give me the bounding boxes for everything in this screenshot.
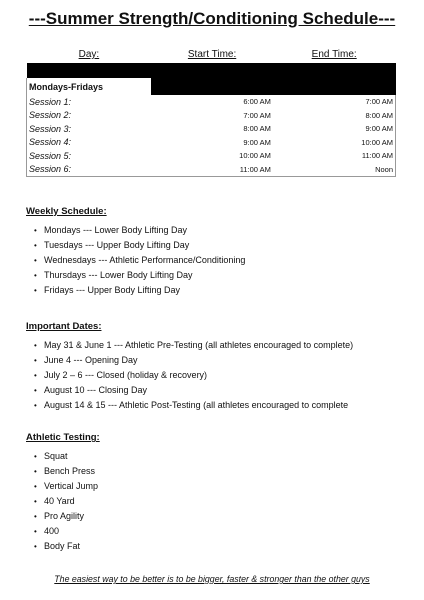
header-end-time: End Time: (311, 49, 357, 60)
session-start: 7:00 AM (243, 110, 271, 120)
session-start: 6:00 AM (243, 97, 271, 107)
bullet-icon: • (34, 401, 37, 410)
list-item (34, 253, 245, 268)
list-item (34, 509, 98, 524)
bullet-icon: • (34, 542, 37, 551)
list-item-text: Tuesdays --- Upper Body Lifting Day (44, 240, 190, 250)
bullet-icon: • (34, 226, 37, 235)
header-start-time: Start Time: (187, 49, 237, 60)
bullet-icon: • (34, 286, 37, 295)
table-row (27, 136, 396, 150)
list-item-text: Pro Agility (44, 511, 85, 521)
session-start: 11:00 AM (151, 163, 273, 177)
athletic-testing-list (34, 449, 98, 554)
session-end: 10:00 AM (273, 136, 396, 150)
list-item (34, 464, 98, 479)
weekly-schedule-list (34, 223, 245, 298)
list-item (34, 338, 353, 353)
session-day: Session 2: (27, 109, 152, 123)
bullet-icon: • (34, 512, 37, 521)
bullet-icon: • (34, 256, 37, 265)
list-item (34, 383, 353, 398)
session-end: 7:00 AM (273, 95, 396, 109)
session-end: 8:00 AM (273, 109, 396, 123)
list-item-text: Body Fat (44, 541, 81, 551)
bullet-icon: • (34, 241, 37, 250)
list-item-text: August 10 --- Closing Day (44, 385, 148, 395)
list-item-text: Wednesdays --- Athletic Performance/Conditioning (44, 255, 246, 265)
important-dates-list (34, 338, 353, 413)
list-item-text: June 4 --- Opening Day (44, 355, 138, 365)
session-end: 9:00 AM (273, 122, 396, 136)
header-day: Day: (78, 49, 100, 60)
table-row (27, 163, 396, 177)
list-item-text: Bench Press (44, 466, 96, 476)
list-item-text: May 31 & June 1 --- Athletic Pre-Testing (all athletes encouraged to complete) (44, 340, 354, 350)
list-item-text: Vertical Jump (44, 481, 99, 491)
session-day: Session 1: (27, 95, 152, 109)
list-item (34, 268, 245, 283)
bullet-icon: • (34, 527, 37, 536)
list-item (34, 283, 245, 298)
black-bar (27, 63, 396, 78)
table-row (27, 149, 396, 163)
bullet-icon: • (34, 356, 37, 365)
session-day: Session 6: (27, 163, 152, 177)
bullet-icon: • (34, 482, 37, 491)
list-item-text: Mondays --- Lower Body Lifting Day (44, 225, 188, 235)
bullet-icon: • (34, 371, 37, 380)
list-item (34, 539, 98, 554)
bullet-icon: • (34, 452, 37, 461)
list-item-text: July 2 – 6 --- Closed (holiday & recovery) (44, 370, 208, 380)
list-item (34, 524, 98, 539)
session-start: 10:00 AM (239, 151, 271, 161)
list-item (34, 368, 353, 383)
list-item (34, 398, 353, 413)
list-item (34, 238, 245, 253)
table-row (27, 95, 396, 109)
bullet-icon: • (34, 341, 37, 350)
bullet-icon: • (34, 497, 37, 506)
table-row (27, 122, 396, 136)
weekly-schedule-heading: Weekly Schedule: (26, 206, 107, 217)
list-item-text: Thursdays --- Lower Body Lifting Day (44, 270, 193, 280)
footer-motto: The easiest way to be better is to be bigger, faster & stronger than the other guys (54, 574, 370, 584)
schedule-header-row (27, 46, 396, 63)
list-item (34, 353, 353, 368)
list-item-text: August 14 & 15 --- Athletic Post-Testing (all athletes encouraged to complete (44, 400, 349, 410)
group-label: Mondays-Fridays (27, 78, 152, 95)
group-row (27, 78, 396, 95)
bullet-icon: • (34, 467, 37, 476)
session-end: 11:00 AM (273, 149, 396, 163)
session-day: Session 5: (27, 149, 152, 163)
bullet-icon: • (34, 271, 37, 280)
page-title: ---Summer Strength/Conditioning Schedule--- (28, 9, 396, 28)
list-item-text: Fridays --- Upper Body Lifting Day (44, 285, 181, 295)
list-item (34, 494, 98, 509)
session-end: Noon (273, 163, 396, 177)
session-day: Session 3: (27, 122, 152, 136)
session-start: 9:00 AM (243, 137, 271, 147)
list-item-text: 400 (44, 526, 60, 536)
schedule-table (26, 46, 396, 177)
bullet-icon: • (34, 386, 37, 395)
table-row (27, 109, 396, 123)
list-item (34, 449, 98, 464)
athletic-testing-heading: Athletic Testing: (26, 432, 100, 443)
list-item-text: 40 Yard (44, 496, 75, 506)
session-day: Session 4: (27, 136, 152, 150)
list-item (34, 223, 245, 238)
session-start: 8:00 AM (243, 124, 271, 134)
list-item-text: Squat (44, 451, 68, 461)
list-item (34, 479, 98, 494)
important-dates-heading: Important Dates: (26, 321, 102, 332)
